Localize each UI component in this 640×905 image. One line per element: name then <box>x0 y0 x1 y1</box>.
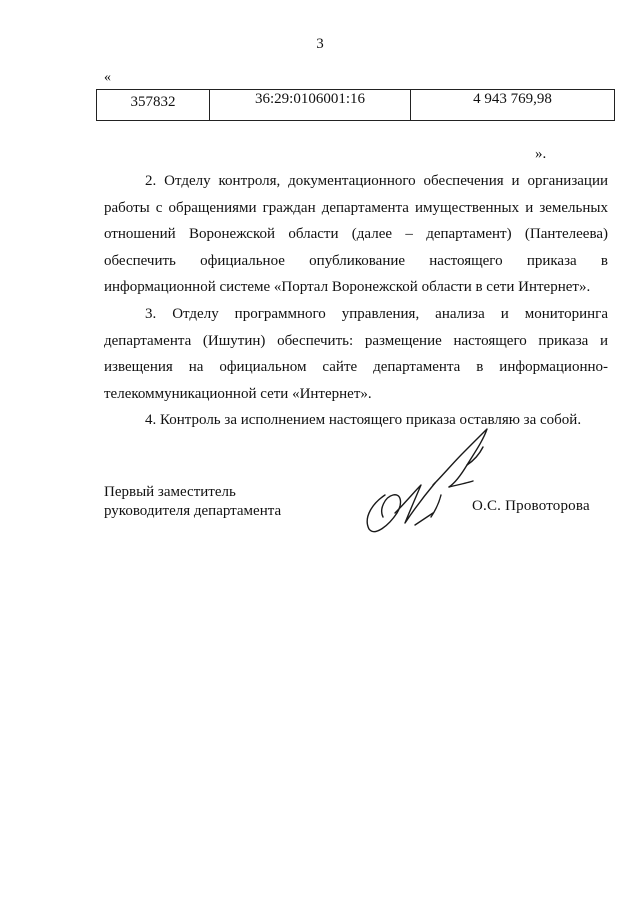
signer-position <box>104 483 281 521</box>
order-body <box>104 168 608 434</box>
cell-number: 357832 <box>97 90 210 121</box>
open-quote: « <box>104 70 111 85</box>
paragraph-2: 2. Отделу контроля, документационного обеспечения и организации работы с обращениями граждан департамента имущественных и земельных отношений Воронежской области (далее – департамент) (Пантелеева) обеспечить официальное опубликование настоящего приказа в информационной системе «Портал Воронежской области в сети Интернет». <box>104 173 608 296</box>
page-number: 3 <box>316 36 324 52</box>
table-row <box>97 90 615 121</box>
signer-position-line2: руководителя департамента <box>104 503 282 519</box>
signer-name: О.С. Провоторова <box>472 498 590 514</box>
handwritten-signature <box>355 425 500 545</box>
cell-cadastral: 36:29:0106001:16 <box>210 90 411 121</box>
land-table-grid <box>96 89 615 121</box>
land-table <box>96 89 611 122</box>
signer-position-line1: Первый заместитель <box>104 484 236 500</box>
paragraph-3: 3. Отделу программного управления, анализа и мониторинга департамента (Ишутин) обеспечить: размещение настоящего приказа и извещения на официальном сайте департамента в информационно-телекоммуникационной сети «Интернет». <box>104 305 608 402</box>
cell-value: 4 943 769,98 <box>411 90 615 121</box>
close-quote: ». <box>535 146 547 162</box>
paragraph-4: 4. Контроль за исполнением настоящего приказа оставляю за собой. <box>145 412 582 429</box>
